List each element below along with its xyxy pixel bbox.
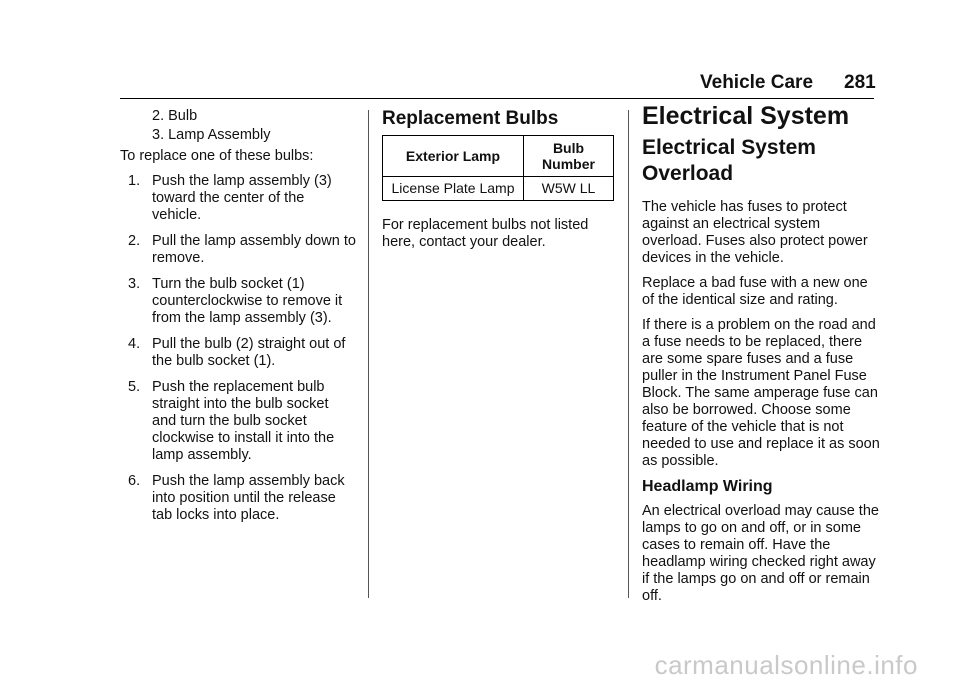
subheading-headlamp-wiring: Headlamp Wiring (642, 478, 773, 495)
table-header-exterior-lamp: Exterior Lamp (383, 136, 524, 177)
paragraph: The vehicle has fuses to protect against an electrical system overload. Fuses also protect power devices in the vehicle. (642, 199, 868, 266)
step-text: Pull the lamp assembly down to remove. (152, 233, 356, 266)
page-number: 281 (844, 72, 876, 93)
table-cell: License Plate Lamp (383, 177, 524, 201)
step-text: Push the lamp assembly back into position until the release tab locks into place. (152, 473, 345, 523)
table-row (383, 177, 614, 201)
step-item (120, 276, 356, 327)
step-text: Pull the bulb (2) straight out of the bulb socket (1). (152, 336, 346, 369)
step-text: Push the replacement bulb straight into the bulb socket and turn the bulb socket clockwise to install it into the lamp assembly. (152, 379, 335, 463)
step-number: 2. (128, 233, 141, 249)
step-item (120, 379, 356, 464)
paragraph: An electrical overload may cause the lamps to go on and off, or in some cases to remain off. Have the headlamp wiring checked right away if the lamps go on and off or remain off. (642, 503, 879, 604)
table-cell: W5W LL (524, 177, 614, 201)
column-right (642, 102, 882, 613)
paragraph: If there is a problem on the road and a fuse needs to be replaced, there are some spare fuses and a fuse puller in the Instrument Panel Fuse Block. The same amperage fuse can also be borrowed. Choose some feature of the vehicle that is not needed to use and replace it as soon as possible. (642, 317, 880, 469)
step-number: 5. (128, 379, 141, 395)
column-divider (368, 110, 369, 598)
step-number: 4. (128, 336, 141, 352)
step-item (120, 173, 356, 224)
step-item (120, 233, 356, 267)
column-divider (628, 110, 629, 598)
step-text: Turn the bulb socket (1) counterclockwise to remove it from the lamp assembly (3). (152, 276, 343, 326)
column-left (120, 108, 356, 533)
section-heading-replacement-bulbs: Replacement Bulbs (382, 108, 559, 129)
steps-intro: To replace one of these bulbs: (120, 148, 314, 164)
callout-item: 2. Bulb (152, 108, 198, 124)
step-item (120, 473, 356, 524)
step-number: 6. (128, 473, 141, 489)
step-number: 1. (128, 173, 141, 189)
step-item (120, 336, 356, 370)
subheading-overload: Electrical System Overload (642, 136, 816, 185)
section-heading-electrical-system: Electrical System (642, 102, 850, 130)
bulb-table (382, 135, 614, 201)
table-header-bulb-number: Bulb Number (524, 136, 614, 177)
replacement-note: For replacement bulbs not listed here, contact your dealer. (382, 217, 589, 250)
steps-list (120, 173, 356, 524)
paragraph: Replace a bad fuse with a new one of the identical size and rating. (642, 275, 868, 308)
callout-list (120, 108, 356, 144)
watermark-text: carmanualsonline.info (654, 650, 918, 680)
running-header-title: Vehicle Care (700, 72, 814, 93)
step-number: 3. (128, 276, 141, 292)
column-middle (382, 108, 616, 259)
callout-item: 3. Lamp Assembly (152, 127, 271, 143)
step-text: Push the lamp assembly (3) toward the center of the vehicle. (152, 173, 332, 223)
header-rule (120, 98, 874, 99)
